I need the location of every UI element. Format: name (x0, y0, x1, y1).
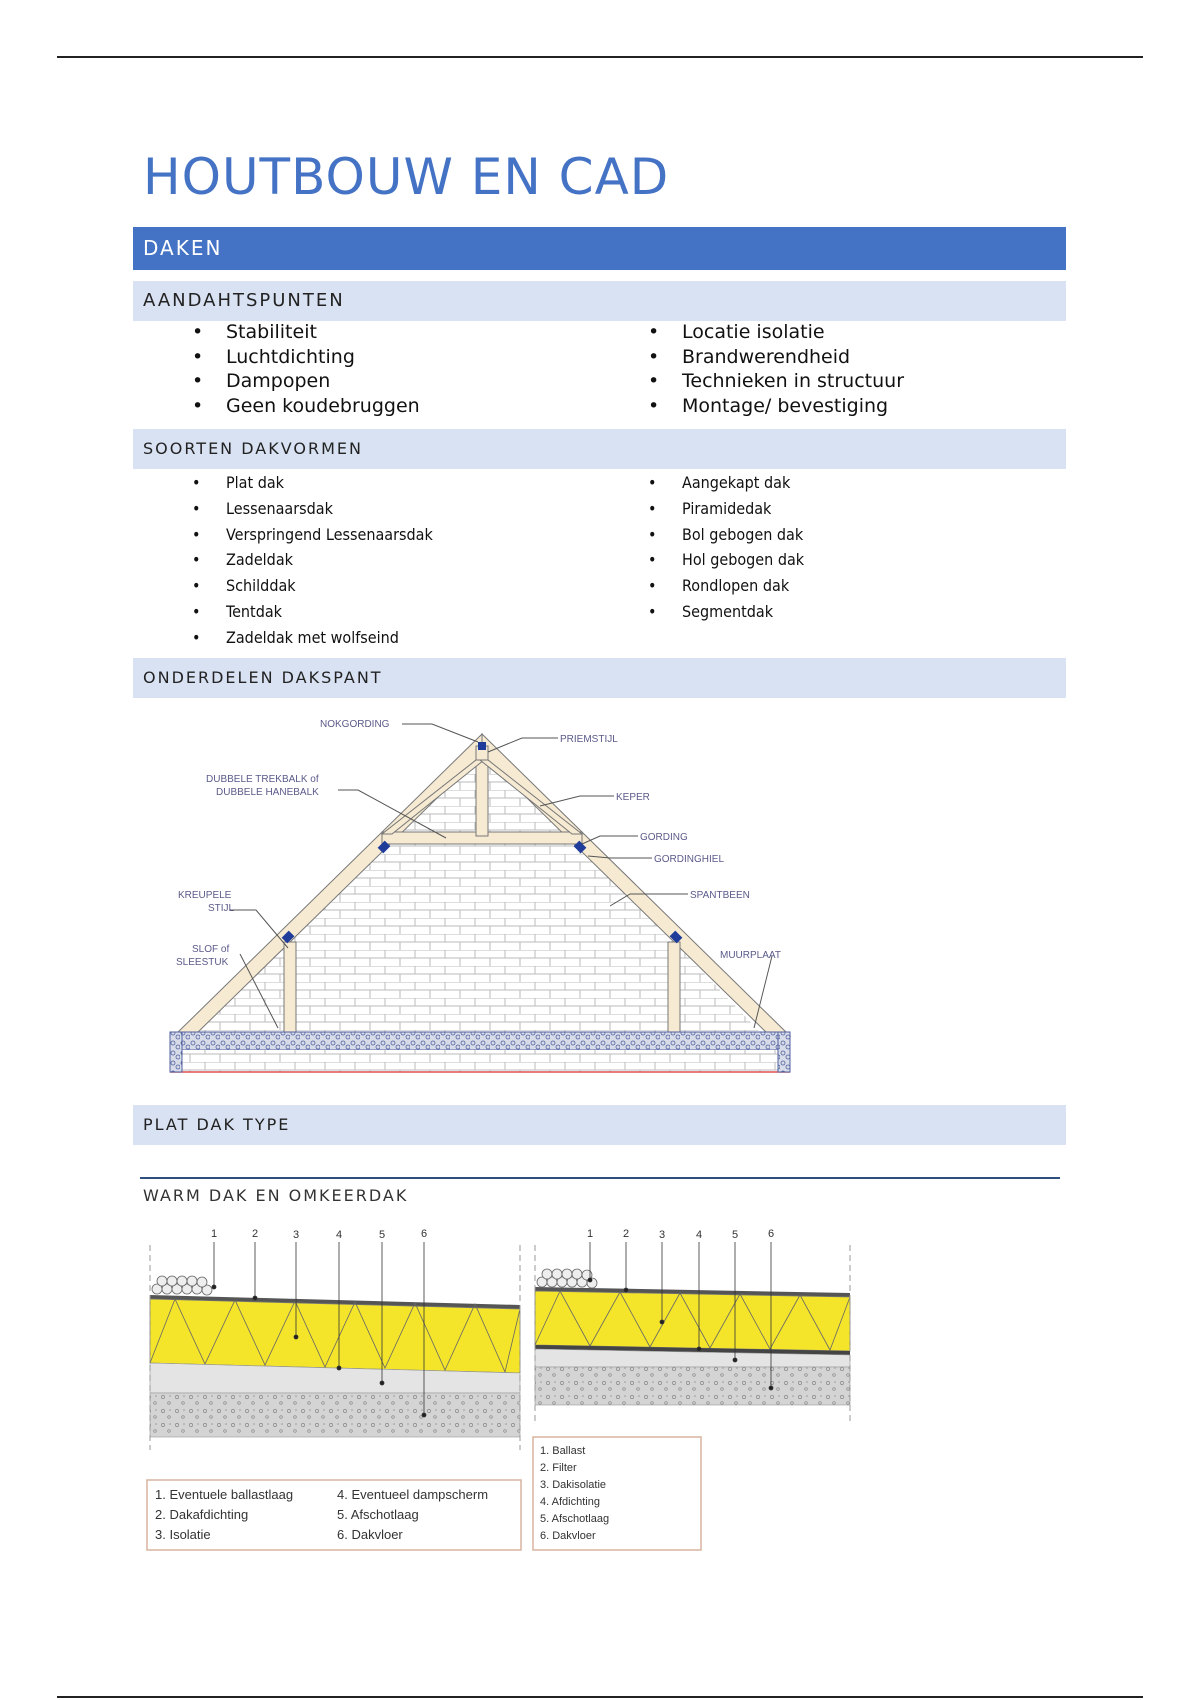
list-item: • Hol gebogen dak (682, 547, 804, 573)
list-item: • Technieken in structuur (682, 369, 904, 394)
heading-daken: DAKEN (133, 227, 1066, 270)
list-item: • Zadeldak (226, 547, 433, 573)
aandachtspunten-list-right (682, 320, 904, 418)
kreupele-stijl-right (668, 942, 680, 1034)
label-spantbeen: SPANTBEEN (690, 890, 750, 901)
callout-5: 5 (379, 1229, 386, 1241)
heading-warm-dak: WARM DAK EN OMKEERDAK (143, 1186, 409, 1205)
legend-item: 6. Dakvloer (540, 1530, 596, 1542)
callout-6: 6 (421, 1228, 428, 1240)
list-item: • Zadeldak met wolfseind (226, 625, 433, 651)
list-item: • Geen koudebruggen (226, 394, 420, 419)
callout-2: 2 (623, 1228, 630, 1240)
heading-dakvormen: SOORTEN DAKVORMEN (133, 429, 1066, 469)
list-item: • Aangekapt dak (682, 470, 804, 496)
kreupele-stijl-left (284, 942, 296, 1034)
legend-item: 2. Filter (540, 1462, 577, 1474)
label-sleestuk: SLEESTUK (176, 957, 229, 968)
label-kreupele: KREUPELE (178, 890, 232, 901)
label-muurplaat: MUURPLAAT (720, 950, 781, 961)
list-item: • Lessenaarsdak (226, 496, 433, 522)
dakvormen-list-right (682, 470, 804, 625)
callout-1: 1 (587, 1228, 594, 1240)
label-stijl: STIJL (208, 903, 235, 914)
dakvormen-list-left (226, 470, 433, 651)
list-item: • Schilddak (226, 573, 433, 599)
warm-dak-diagram (145, 1225, 525, 1555)
list-item: • Brandwerendheid (682, 345, 904, 370)
label-gording: GORDING (640, 832, 688, 843)
muurplaat-band (170, 1032, 790, 1050)
legend-item: 2. Dakafdichting (155, 1507, 249, 1522)
dakvloer-layer (535, 1367, 850, 1405)
ballast-pebbles (537, 1269, 597, 1288)
ballast-pebbles (152, 1276, 212, 1295)
label-nokgording: NOKGORDING (320, 719, 390, 730)
list-item: • Piramidedak (682, 496, 804, 522)
label-hanebalk: DUBBELE HANEBALK (216, 787, 319, 798)
heading-rule (140, 1177, 1060, 1179)
wall-top-band (170, 1050, 790, 1072)
label-gordinghiel: GORDINGHIEL (654, 854, 725, 865)
label-keper: KEPER (616, 792, 650, 803)
label-slof: SLOF of (192, 944, 230, 955)
end-column (170, 1032, 182, 1072)
heading-plat-dak-type: PLAT DAK TYPE (133, 1105, 1066, 1145)
callout-1: 1 (211, 1228, 218, 1240)
list-item: • Luchtdichting (226, 345, 420, 370)
list-item: • Stabiliteit (226, 320, 420, 345)
list-item: • Montage/ bevestiging (682, 394, 904, 419)
top-rule (57, 56, 1143, 58)
callout-2: 2 (252, 1228, 259, 1240)
list-item: • Verspringend Lessenaarsdak (226, 522, 433, 548)
legend-item: 5. Afschotlaag (337, 1507, 419, 1522)
legend-item: 1. Eventuele ballastlaag (155, 1487, 294, 1502)
aandachtspunten-list-left (226, 320, 420, 418)
callout-4: 4 (336, 1229, 343, 1241)
dakspant-diagram (160, 710, 800, 1090)
isolatie-layer (150, 1299, 520, 1373)
callout-6: 6 (768, 1228, 775, 1240)
label-trekbalk: DUBBELE TREKBALK of (206, 774, 319, 785)
list-item: • Plat dak (226, 470, 433, 496)
callout-3: 3 (293, 1229, 300, 1241)
page-title: HOUTBOUW EN CAD (143, 148, 670, 206)
legend-item: 5. Afschotlaag (540, 1513, 610, 1525)
callout-4: 4 (696, 1229, 703, 1241)
legend-item: 6. Dakvloer (337, 1527, 403, 1542)
legend-item: 3. Isolatie (155, 1527, 211, 1542)
end-column (778, 1032, 790, 1072)
list-item: • Rondlopen dak (682, 573, 804, 599)
list-item: • Segmentdak (682, 599, 804, 625)
list-item: • Dampopen (226, 369, 420, 394)
heading-aandachtspunten: AANDAHTSPUNTEN (133, 281, 1066, 321)
heading-dakspant: ONDERDELEN DAKSPANT (133, 658, 1066, 698)
callout-3: 3 (659, 1229, 666, 1241)
legend-item: 3. Dakisolatie (540, 1479, 607, 1491)
legend-item: 1. Ballast (540, 1445, 586, 1457)
gording-blok (478, 742, 486, 750)
omkeerdak-diagram (530, 1225, 860, 1555)
list-item: • Tentdak (226, 599, 433, 625)
legend-item: 4. Eventueel dampscherm (337, 1487, 489, 1502)
label-priemstijl: PRIEMSTIJL (560, 734, 618, 745)
legend-item: 4. Afdichting (540, 1496, 600, 1508)
list-item: • Bol gebogen dak (682, 522, 804, 548)
dakvloer-layer (150, 1393, 520, 1437)
callout-5: 5 (732, 1229, 739, 1241)
list-item: • Locatie isolatie (682, 320, 904, 345)
bottom-rule (57, 1696, 1143, 1698)
